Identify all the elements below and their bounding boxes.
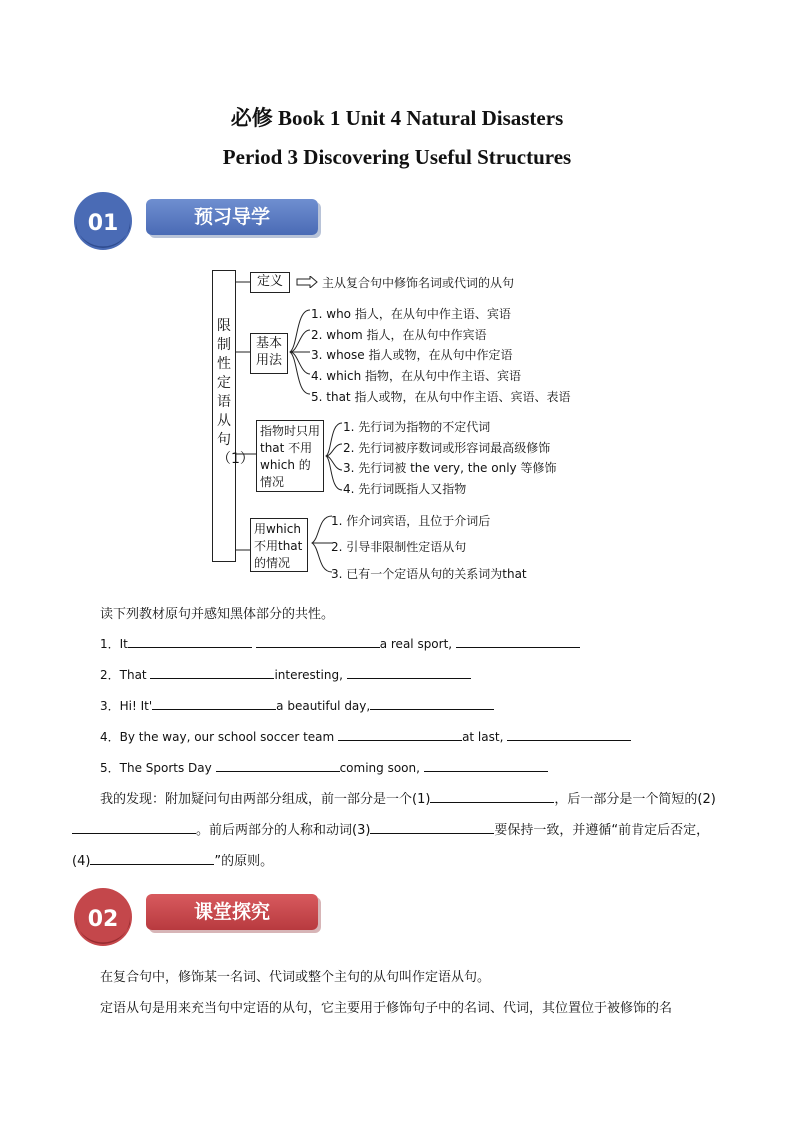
answer-blank[interactable]: [370, 821, 494, 834]
exercise-item-4: 4．By the way, our school soccer team at last,: [100, 728, 631, 745]
answer-blank[interactable]: [507, 729, 631, 741]
answer-blank[interactable]: [456, 636, 580, 648]
mindmap-root-label: 限制性定语从句（1）: [217, 318, 254, 467]
answer-blank[interactable]: [347, 667, 471, 679]
answer-blank[interactable]: [152, 698, 276, 710]
answer-blank[interactable]: [216, 760, 340, 772]
answer-blank[interactable]: [430, 790, 554, 803]
document-subtitle: Period 3 Discovering Useful Structures: [222, 145, 572, 169]
document-title: 必修 Book 1 Unit 4 Natural Disasters: [230, 106, 564, 130]
which-only-item-1: 1. 作介词宾语，且位于介词后: [331, 514, 491, 528]
section-2-label: 课堂探究: [146, 894, 318, 930]
section-2-badge: [72, 886, 134, 948]
that-only-item-3: 3. 先行词被 the very, the only 等修饰: [343, 461, 557, 475]
basic-item-3: 3. whose 指人或物，在从句中作定语: [311, 348, 513, 362]
which-only-label: 用which不用that的情况: [254, 522, 303, 570]
answer-blank[interactable]: [256, 636, 380, 648]
section-2-number: 02: [87, 907, 119, 932]
definition-box: [250, 272, 290, 293]
exercise-item-1: 1．It a real sport,: [100, 635, 580, 652]
discovery-paragraph: 我的发现：附加疑问句由两部分组成，前一部分是一个(1) ，后一部分是一个简短的(2)。前后两部分的人称和动词(3) 要保持一致，并遵循“前肯定后否定，(4) ”的原则。: [72, 792, 716, 869]
arrow-right-icon: [296, 276, 318, 288]
answer-blank[interactable]: [72, 821, 196, 834]
basic-item-4: 4. which 指物，在从句中作主语、宾语: [311, 369, 522, 383]
basic-item-2: 2. whom 指人，在从句中作宾语: [311, 328, 487, 342]
basic-usage-label: 基本用法: [255, 336, 282, 368]
section-2-paragraph-1: 在复合句中，修饰某一名词、代词或整个主句的从句叫作定语从句。: [100, 970, 491, 985]
section-1-badge: [72, 190, 134, 252]
exercise-item-2: 2．That interesting,: [100, 666, 471, 683]
answer-blank[interactable]: [90, 852, 214, 865]
exercise-instruction: 读下列教材原句并感知黑体部分的共性。: [100, 607, 335, 622]
which-only-item-2: 2. 引导非限制性定语从句: [331, 540, 467, 554]
that-only-label: 指物时只用 that 不用 which 的情况: [260, 424, 321, 489]
answer-blank[interactable]: [150, 667, 274, 679]
answer-blank[interactable]: [424, 760, 548, 772]
basic-usage-brace: [288, 306, 312, 398]
basic-item-1: 1. who 指人，在从句中作主语、宾语: [311, 307, 511, 321]
which-only-box: [250, 518, 308, 572]
exercise-item-3: 3．Hi! It' a beautiful day,: [100, 697, 494, 714]
basic-item-5: 5. that 指人或物，在从句中作主语、宾语、表语: [311, 390, 571, 404]
section-1-label: 预习导学: [146, 199, 318, 235]
answer-blank[interactable]: [338, 729, 462, 741]
section-2-paragraph-2: 定语从句是用来充当句中定语的从句，它主要用于修饰句子中的名词、代词，其位置位于被修饰的名: [100, 1001, 673, 1016]
definition-label: 定义: [256, 274, 283, 289]
that-only-item-4: 4. 先行词既指人又指物: [343, 482, 467, 496]
basic-usage-box: [250, 333, 288, 374]
that-only-box: [256, 420, 324, 492]
section-1-number: 01: [87, 211, 119, 236]
that-only-item-2: 2. 先行词被序数词或形容词最高级修饰: [343, 441, 551, 455]
definition-text: 主从复合句中修饰名词或代词的从句: [322, 276, 515, 290]
answer-blank[interactable]: [370, 698, 494, 710]
answer-blank[interactable]: [128, 636, 252, 648]
which-only-item-3: 3. 已有一个定语从句的关系词为that: [331, 567, 527, 581]
that-only-brace: [324, 418, 344, 496]
that-only-item-1: 1. 先行词为指物的不定代词: [343, 420, 491, 434]
exercise-item-5: 5．The Sports Day coming soon,: [100, 759, 548, 776]
mindmap-root: [212, 270, 254, 562]
